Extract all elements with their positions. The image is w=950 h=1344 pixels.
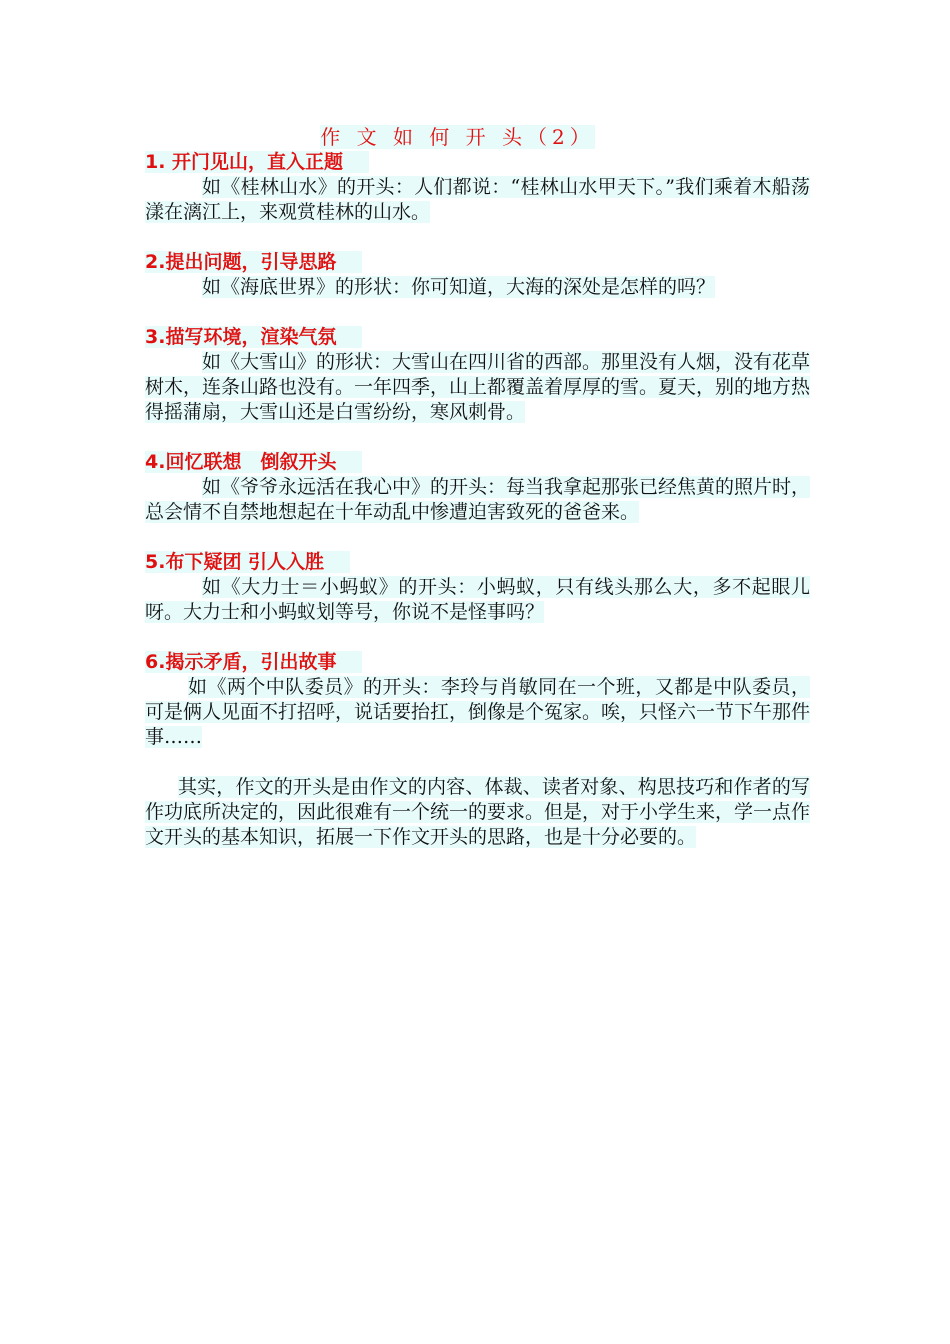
section-heading-5: 5.布下疑团 引人入胜 <box>145 550 810 575</box>
spacer <box>145 300 810 325</box>
section-body-2: 如《海底世界》的形状：你可知道，大海的深处是怎样的吗？ <box>202 276 716 298</box>
spacer <box>145 525 810 550</box>
section-heading-1: 1. 开门见山，直入正题 <box>145 150 810 175</box>
section-body-3: 如《大雪山》的形状：大雪山在四川省的西部。那里没有人烟，没有花草树木，连条山路也没有。一年四季，山上都覆盖着厚厚的雪。夏天，别的地方热得摇蒲扇，大雪山还是白雪纷纷，寒风刺骨。 <box>145 351 811 423</box>
document-page <box>145 124 810 850</box>
spacer <box>145 225 810 250</box>
section-heading-3: 3.描写环境，渲染气氛 <box>145 325 810 350</box>
conclusion-paragraph: 其实，作文的开头是由作文的内容、体裁、读者对象、构思技巧和作者的写作功底所决定的，因此很难有一个统一的要求。但是，对于小学生来，学一点作文开头的基本知识，拓展一下作文开头的思路，也是十分必要的。 <box>145 776 811 848</box>
section-body-5: 如《大力士＝小蚂蚁》的开头：小蚂蚁，只有线头那么大，多不起眼儿呀。大力士和小蚂蚁划等号，你说不是怪事吗？ <box>145 576 810 623</box>
section-heading-6: 6.揭示矛盾，引出故事 <box>145 650 810 675</box>
section-body-6: 如《两个中队委员》的开头：李玲与肖敏同在一个班，又都是中队委员，可是俩人见面不打招呼，说话要抬扛，倒像是个冤家。唉，只怪六一节下午那件事…… <box>145 676 811 748</box>
section-heading-4: 4.回忆联想 倒叙开头 <box>145 450 810 475</box>
spacer <box>145 750 810 775</box>
spacer <box>145 625 810 650</box>
section-body-4: 如《爷爷永远活在我心中》的开头：每当我拿起那张已经焦黄的照片时，总会情不自禁地想起在十年动乱中惨遭迫害致死的爸爸来。 <box>145 476 811 523</box>
section-body-1: 如《桂林山水》的开头：人们都说：“桂林山水甲天下。”我们乘着木船荡漾在漓江上，来观赏桂林的山水。 <box>145 176 810 223</box>
spacer <box>145 425 810 450</box>
document-title: 作 文 如 何 开 头（2） <box>320 125 595 149</box>
section-heading-2: 2.提出问题，引导思路 <box>145 250 810 275</box>
